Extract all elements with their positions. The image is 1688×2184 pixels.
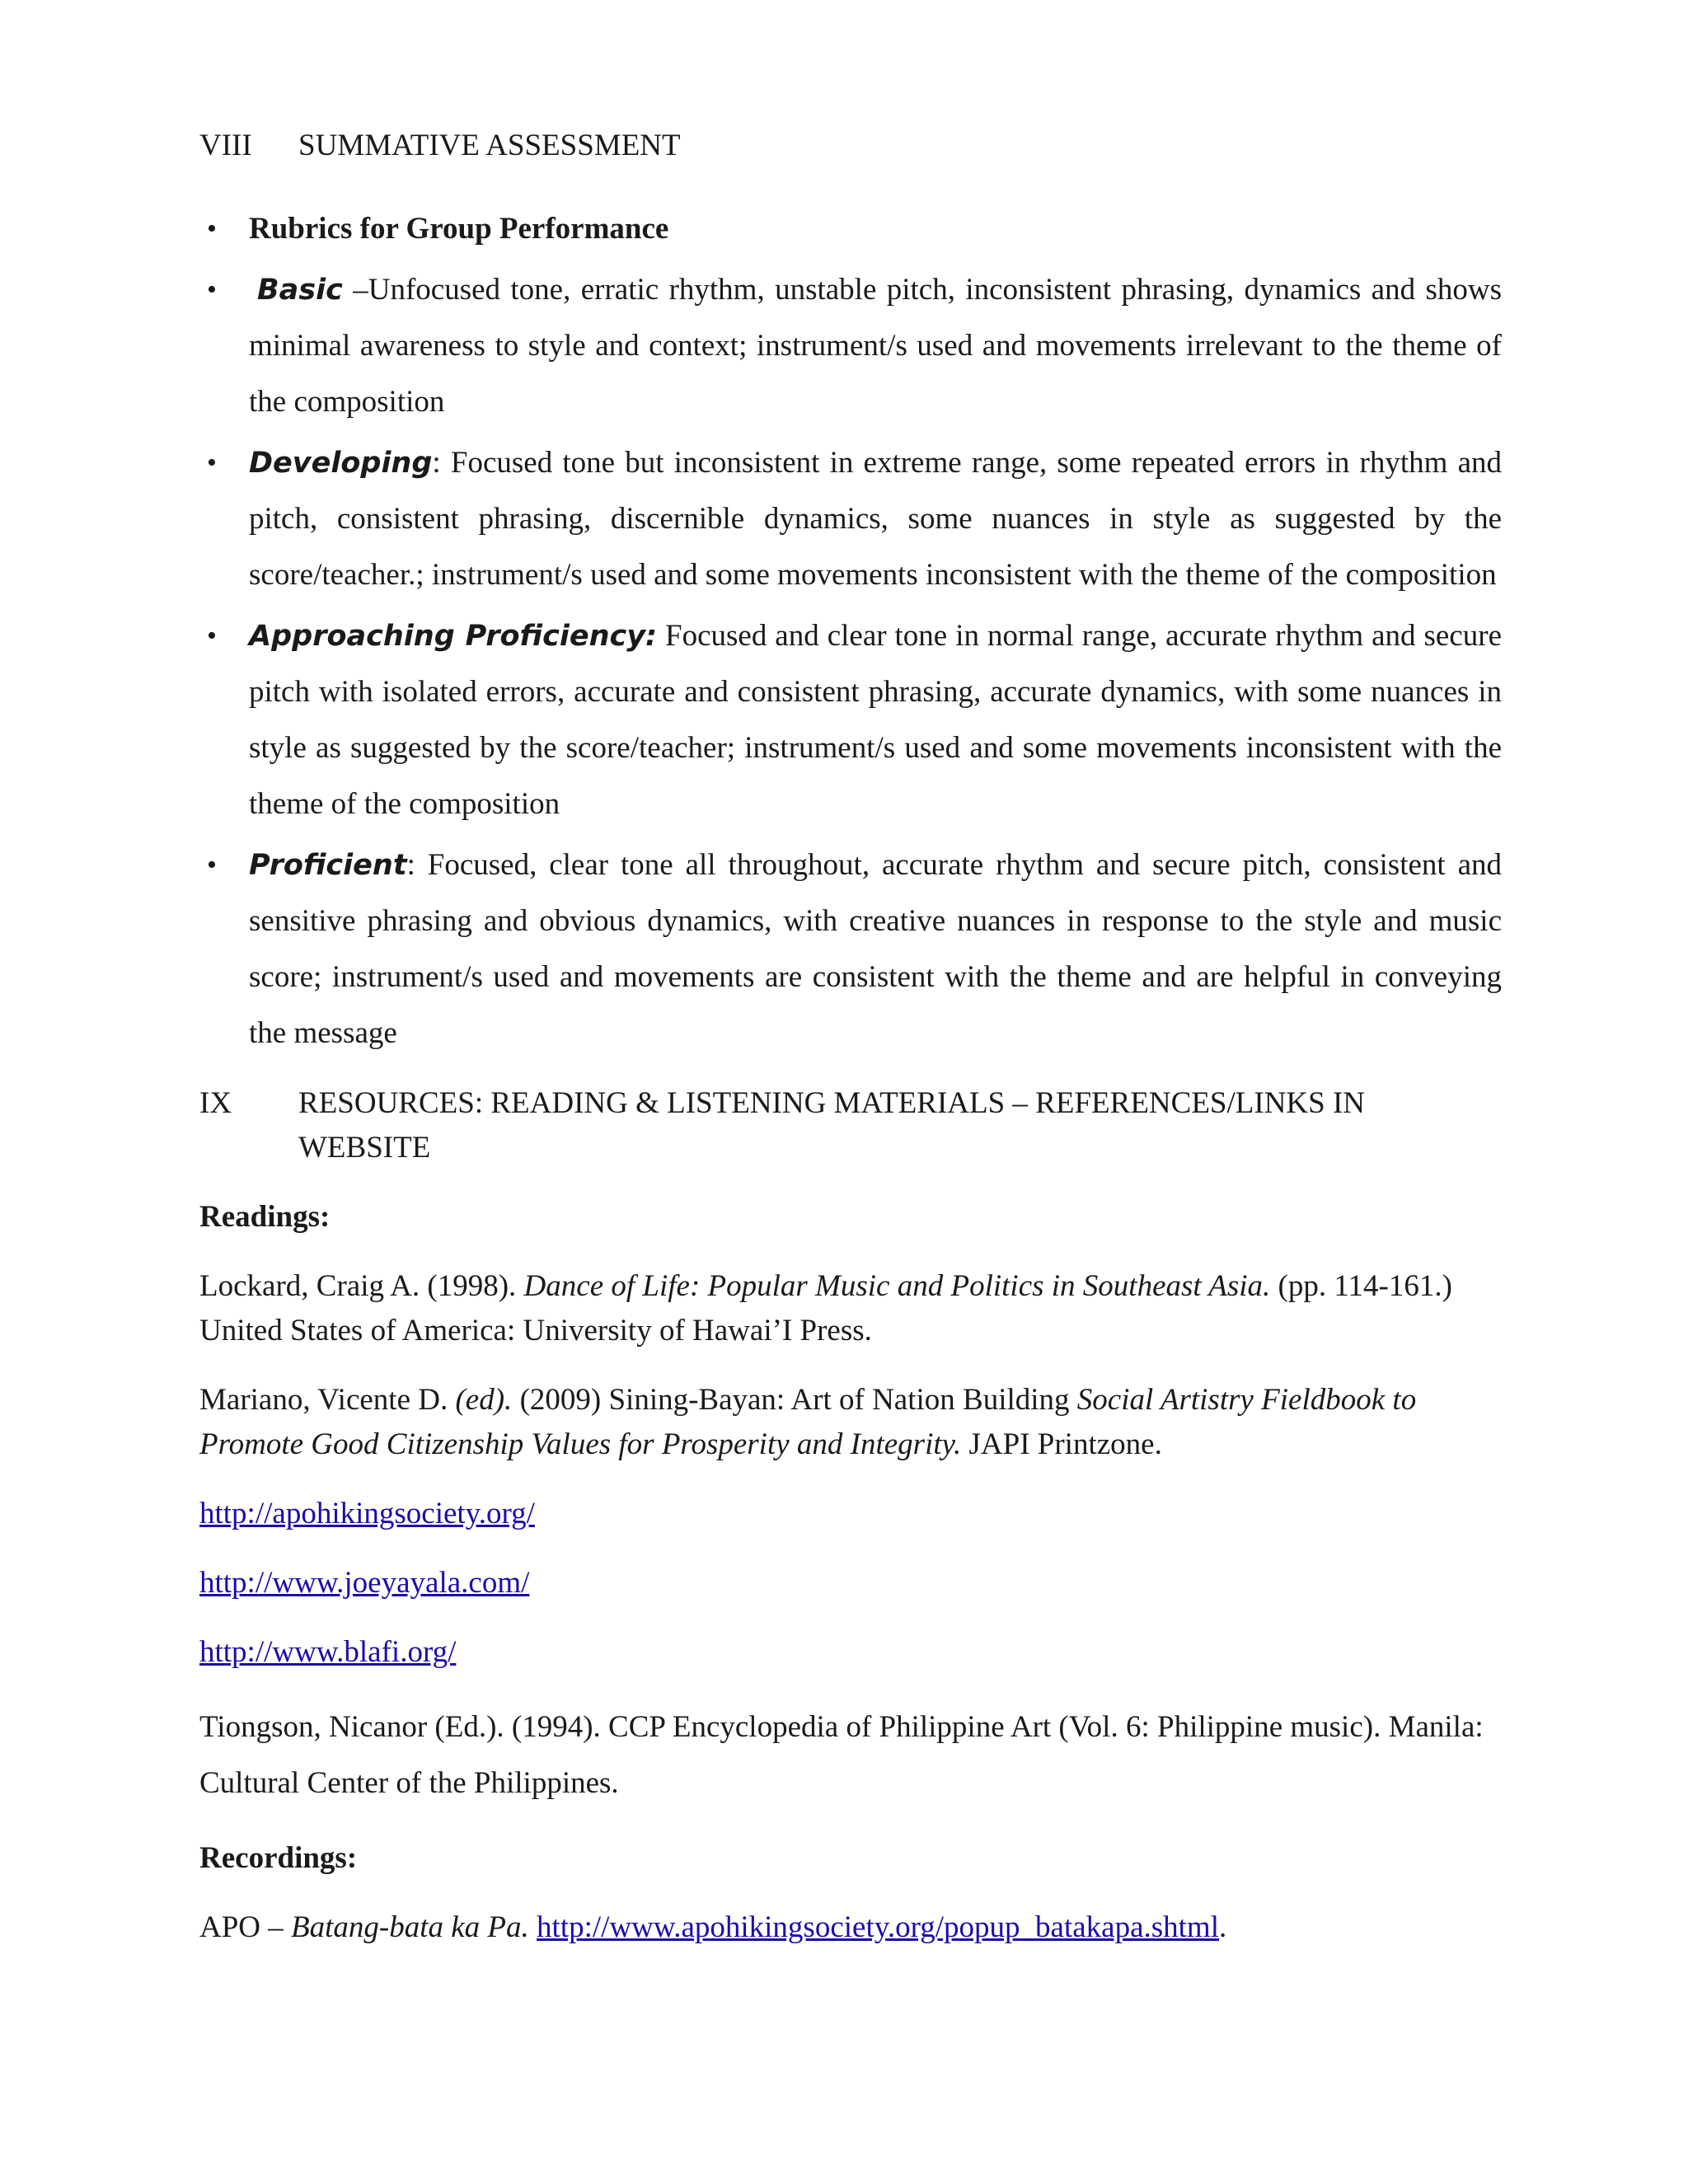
section-number: VIII xyxy=(199,129,252,162)
ref-editor: (ed). xyxy=(455,1383,513,1417)
bullet-icon: • xyxy=(207,621,217,651)
rubric-item-basic xyxy=(199,262,1502,430)
rubric-description: Unfocused tone, erratic rhythm, unstable pitch, inconsistent phrasing, dynamics and shows minimal awareness to style and context; instrument/s used and movements irrelevant to the theme of the composition xyxy=(249,273,1502,419)
ref-text: . xyxy=(1218,1910,1227,1944)
ref-title: Dance of Life: Popular Music and Politics in Southeast Asia. xyxy=(523,1269,1271,1303)
rubric-separator xyxy=(657,619,665,653)
reference-lockard xyxy=(199,1264,1502,1353)
section-title: SUMMATIVE ASSESSMENT xyxy=(298,129,681,162)
section-heading-resources xyxy=(199,1081,1502,1170)
document-page xyxy=(199,115,1502,1950)
bullet-icon: • xyxy=(207,274,217,305)
rubric-description: Focused and clear tone in normal range, accurate rhythm and secure pitch with isolated errors, accurate and consistent phrasing, accurate dynamics, with some nuances in style as suggested by the score/teacher; instrument/s used and some movements inconsistent with the theme of the composition xyxy=(249,619,1502,821)
link-batakapa[interactable]: http://www.apohikingsociety.org/popup_batakapa.shtml xyxy=(537,1910,1219,1944)
rubric-item-developing xyxy=(199,435,1502,603)
reference-mariano xyxy=(199,1378,1502,1467)
reference-tiongson: Tiongson, Nicanor (Ed.). (1994). CCP Encyclopedia of Philippine Art (Vol. 6: Philippine music). Manila: Cultural Center of the Philippines. xyxy=(199,1710,1484,1800)
recordings-heading: Recordings: xyxy=(199,1841,358,1875)
ref-space xyxy=(529,1910,537,1944)
rubric-level: Basic xyxy=(257,274,343,307)
section-title: RESOURCES: READING & LISTENING MATERIALS – REFERENCES/LINKS IN WEBSITE xyxy=(298,1086,1366,1165)
rubric-heading-item xyxy=(199,201,1502,257)
link-joeyayala[interactable]: http://www.joeyayala.com/ xyxy=(199,1566,530,1600)
recording-apo xyxy=(199,1905,1502,1950)
readings-heading: Readings: xyxy=(199,1200,331,1234)
rubric-level: Developing xyxy=(249,447,433,480)
rubric-list xyxy=(199,201,1502,1062)
rubric-level: Proficient xyxy=(249,849,407,882)
ref-text: Lockard, Craig A. (1998). xyxy=(199,1269,524,1303)
rubric-item-proficient xyxy=(199,837,1502,1062)
ref-title: Social Artistry Fieldbook to Promote Good Citizenship Values for Prosperity and Integrity. xyxy=(199,1383,1417,1461)
rubric-separator: – xyxy=(342,273,368,307)
rubric-item-approaching xyxy=(199,608,1502,832)
ref-text: (2009) Sining-Bayan: Art of Nation Building xyxy=(512,1383,1077,1417)
section-heading-summative xyxy=(199,124,1502,168)
rubric-heading: Rubrics for Group Performance xyxy=(249,212,669,246)
ref-text: APO – xyxy=(199,1910,292,1944)
ref-text: (pp. 114-161.) United States of America: University of Hawai’I Press. xyxy=(199,1269,1452,1347)
rubric-description: Focused tone but inconsistent in extreme range, some repeated errors in rhythm and pitch, consistent phrasing, discernible dynamics, some nuances in style as suggested by the score/teacher.; instrument/s used and some movements inconsistent with the theme of the composition xyxy=(249,446,1503,592)
rubric-separator: : xyxy=(406,848,428,882)
rubric-level: Approaching Proficiency: xyxy=(249,620,658,653)
bullet-icon: • xyxy=(207,850,217,880)
section-number: IX xyxy=(199,1086,232,1120)
link-blafi[interactable]: http://www.blafi.org/ xyxy=(199,1635,457,1669)
link-apohikingsociety[interactable]: http://apohikingsociety.org/ xyxy=(199,1497,535,1530)
ref-text: Mariano, Vicente D. xyxy=(199,1383,456,1417)
ref-text: JAPI Printzone. xyxy=(961,1427,1162,1461)
bullet-icon: • xyxy=(207,448,217,478)
rubric-description: Focused, clear tone all throughout, accurate rhythm and secure pitch, consistent and sensitive phrasing and obvious dynamics, with creative nuances in response to the style and music score; instrument/s used and movements are consistent with the theme and are helpful in conveying the message xyxy=(249,848,1502,1050)
link-paragraph xyxy=(199,1630,1502,1675)
link-paragraph xyxy=(199,1561,1502,1605)
link-paragraph xyxy=(199,1492,1502,1536)
bullet-icon: • xyxy=(207,213,217,244)
recording-title: Batang-bata ka Pa. xyxy=(291,1910,529,1944)
rubric-separator: : xyxy=(432,446,451,480)
